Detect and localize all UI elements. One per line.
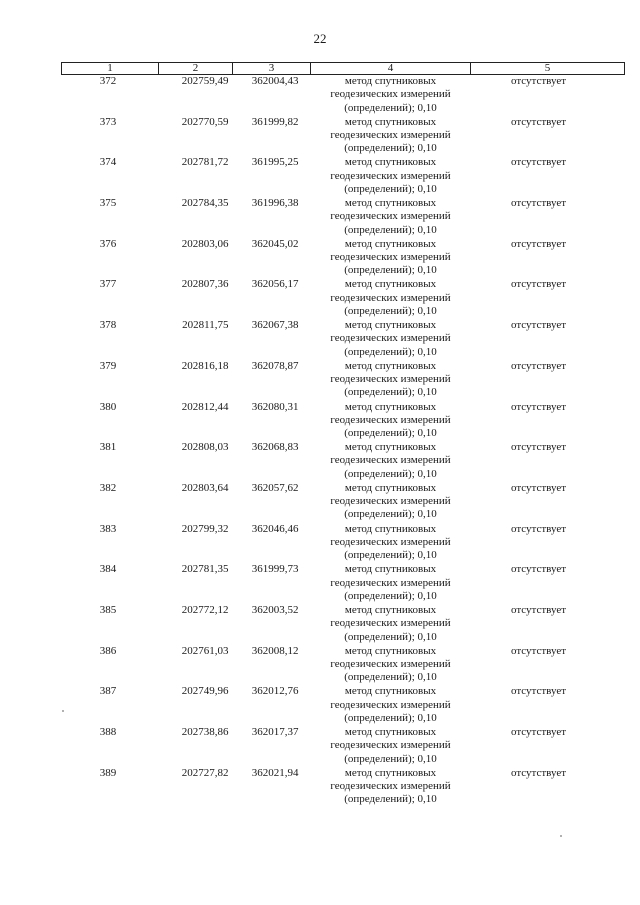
method-text-line: геодезических измерений xyxy=(330,88,451,101)
method-text-line: (определений); 0,10 xyxy=(344,386,437,399)
method-text-line: (определений); 0,10 xyxy=(344,427,437,440)
point-number: 372 xyxy=(99,75,117,87)
method-cell xyxy=(311,278,471,319)
point-number: 382 xyxy=(99,481,117,494)
point-number-cell xyxy=(62,360,159,401)
method-text-line: геодезических измерений xyxy=(330,454,451,467)
method-cell xyxy=(311,319,471,360)
coordinate-y: 362021,94 xyxy=(251,766,299,779)
coordinate-x: 202803,06 xyxy=(181,237,229,250)
method-cell xyxy=(311,604,471,645)
method-text-line: метод спутниковых xyxy=(344,481,437,494)
coordinate-y: 361996,38 xyxy=(251,197,299,210)
method-text-line: геодезических измерений xyxy=(330,291,451,304)
method-text-line: метод спутниковых xyxy=(344,278,437,291)
coordinate-x: 202816,18 xyxy=(181,359,229,372)
coordinate-y: 362046,46 xyxy=(251,522,299,535)
coordinate-y: 361999,82 xyxy=(251,115,299,128)
point-number: 378 xyxy=(99,319,117,332)
accuracy-value: отсутствует xyxy=(510,278,567,291)
table-row xyxy=(62,156,625,197)
point-number: 385 xyxy=(99,603,117,616)
accuracy-value: отсутствует xyxy=(510,197,567,210)
point-number: 380 xyxy=(99,400,117,413)
coordinate-y: 362056,17 xyxy=(251,278,299,291)
point-number: 387 xyxy=(99,685,117,698)
method-text-line: (определений); 0,10 xyxy=(344,711,437,724)
method-text-line: метод спутниковых xyxy=(344,766,437,779)
coordinate-y: 362067,38 xyxy=(251,319,299,332)
coordinate-x: 202759,49 xyxy=(181,75,229,87)
method-cell xyxy=(311,523,471,564)
coordinate-x: 202770,59 xyxy=(181,115,229,128)
table-header xyxy=(62,63,625,75)
accuracy-value: отсутствует xyxy=(510,400,567,413)
point-number-cell xyxy=(62,75,159,116)
method-text-line: (определений); 0,10 xyxy=(344,752,437,765)
coordinate-y: 362080,31 xyxy=(251,400,299,413)
point-number: 384 xyxy=(99,563,117,576)
accuracy-value: отсутствует xyxy=(510,603,567,616)
method-text-line: геодезических измерений xyxy=(330,495,451,508)
coordinate-x: 202738,86 xyxy=(181,726,229,738)
point-number-cell xyxy=(62,401,159,442)
method-text-line: (определений); 0,10 xyxy=(344,549,437,562)
table-row xyxy=(62,482,625,523)
point-number: 377 xyxy=(99,278,117,291)
method-text-line: метод спутниковых xyxy=(344,603,437,616)
method-text-line: метод спутниковых xyxy=(344,563,437,576)
table-row xyxy=(62,238,625,279)
point-number-cell xyxy=(62,767,159,808)
method-cell xyxy=(311,563,471,604)
table-row xyxy=(62,726,625,767)
coordinate-y: 362017,37 xyxy=(251,726,299,738)
coordinate-y: 362012,76 xyxy=(251,685,299,698)
table-row xyxy=(62,75,625,116)
coordinate-y: 361995,25 xyxy=(251,156,299,169)
method-text-line: метод спутниковых xyxy=(344,156,437,169)
point-number-cell xyxy=(62,238,159,279)
method-text-line: геодезических измерений xyxy=(330,576,451,589)
coordinates-table xyxy=(61,62,625,807)
column-header-1: 1 xyxy=(62,63,159,75)
table-row xyxy=(62,319,625,360)
method-text-line: (определений); 0,10 xyxy=(344,671,437,684)
method-text-line: геодезических измерений xyxy=(330,413,451,426)
point-number: 386 xyxy=(99,644,117,657)
coordinate-x: 202727,82 xyxy=(181,766,229,779)
table-row xyxy=(62,563,625,604)
scan-speck xyxy=(62,710,64,712)
method-cell xyxy=(311,360,471,401)
point-number-cell xyxy=(62,319,159,360)
coordinate-x: 202761,03 xyxy=(181,644,229,657)
method-text-line: (определений); 0,10 xyxy=(344,345,437,358)
method-cell xyxy=(311,441,471,482)
method-text-line: (определений); 0,10 xyxy=(344,101,437,114)
method-cell xyxy=(311,726,471,767)
method-text-line: (определений); 0,10 xyxy=(344,223,437,236)
column-header-5: 5 xyxy=(471,63,625,75)
accuracy-value: отсутствует xyxy=(510,563,567,576)
method-text-line: (определений); 0,10 xyxy=(344,793,437,806)
point-number: 374 xyxy=(99,156,117,169)
accuracy-value: отсутствует xyxy=(510,726,567,738)
method-text-line: геодезических измерений xyxy=(330,617,451,630)
method-text-line: геодезических измерений xyxy=(330,128,451,141)
method-text-line: (определений); 0,10 xyxy=(344,508,437,521)
column-header-4: 4 xyxy=(311,63,471,75)
table-row xyxy=(62,401,625,442)
method-cell xyxy=(311,238,471,279)
method-text-line: метод спутниковых xyxy=(344,115,437,128)
header-row xyxy=(62,63,625,75)
column-header-2: 2 xyxy=(159,63,233,75)
point-number: 388 xyxy=(99,726,117,738)
accuracy-value: отсутствует xyxy=(510,481,567,494)
accuracy-value: отсутствует xyxy=(510,441,567,454)
point-number: 383 xyxy=(99,522,117,535)
method-text-line: метод спутниковых xyxy=(344,75,437,87)
table-row xyxy=(62,645,625,686)
method-text-line: метод спутниковых xyxy=(344,319,437,332)
point-number-cell xyxy=(62,604,159,645)
point-number: 376 xyxy=(99,237,117,250)
coordinate-x: 202749,96 xyxy=(181,685,229,698)
method-text-line: геодезических измерений xyxy=(330,698,451,711)
point-number-cell xyxy=(62,441,159,482)
method-text-line: (определений); 0,10 xyxy=(344,467,437,480)
method-text-line: метод спутниковых xyxy=(344,685,437,698)
method-cell xyxy=(311,401,471,442)
coordinate-y: 362068,83 xyxy=(251,441,299,454)
point-number: 375 xyxy=(99,197,117,210)
coordinate-x: 202781,72 xyxy=(181,156,229,169)
point-number-cell xyxy=(62,278,159,319)
page-number: 22 xyxy=(313,31,327,46)
point-number: 389 xyxy=(99,766,117,779)
coordinate-x: 202784,35 xyxy=(181,197,229,210)
method-text-line: (определений); 0,10 xyxy=(344,182,437,195)
coordinate-y: 362004,43 xyxy=(251,75,299,87)
coordinate-y: 361999,73 xyxy=(251,563,299,576)
table-row xyxy=(62,116,625,157)
method-text-line: (определений); 0,10 xyxy=(344,142,437,155)
point-number-cell xyxy=(62,645,159,686)
table-row xyxy=(62,360,625,401)
point-number-cell xyxy=(62,685,159,726)
accuracy-value: отсутствует xyxy=(510,237,567,250)
method-text-line: (определений); 0,10 xyxy=(344,589,437,602)
method-text-line: геодезических измерений xyxy=(330,373,451,386)
point-number-cell xyxy=(62,726,159,767)
coordinate-y: 362057,62 xyxy=(251,481,299,494)
point-number-cell xyxy=(62,116,159,157)
table-row xyxy=(62,441,625,482)
method-text-line: метод спутниковых xyxy=(344,400,437,413)
method-cell xyxy=(311,75,471,116)
accuracy-value: отсутствует xyxy=(510,319,567,332)
coordinate-x: 202799,32 xyxy=(181,522,229,535)
column-header-3: 3 xyxy=(233,63,311,75)
table-body xyxy=(62,75,625,808)
coordinate-y: 362078,87 xyxy=(251,359,299,372)
point-number-cell xyxy=(62,523,159,564)
coordinate-x: 202811,75 xyxy=(182,319,229,332)
coordinate-x: 202808,03 xyxy=(181,441,229,454)
accuracy-value: отсутствует xyxy=(510,359,567,372)
coordinate-y: 362003,52 xyxy=(251,603,299,616)
method-cell xyxy=(311,645,471,686)
method-text-line: геодезических измерений xyxy=(330,210,451,223)
method-text-line: метод спутниковых xyxy=(344,726,437,738)
point-number: 373 xyxy=(99,115,117,128)
table-row xyxy=(62,523,625,564)
method-text-line: геодезических измерений xyxy=(330,657,451,670)
method-text-line: геодезических измерений xyxy=(330,779,451,792)
method-cell xyxy=(311,156,471,197)
coordinate-x: 202812,44 xyxy=(181,400,229,413)
method-cell xyxy=(311,767,471,808)
method-cell xyxy=(311,685,471,726)
method-text-line: геодезических измерений xyxy=(330,251,451,264)
coordinate-x: 202772,12 xyxy=(181,603,229,616)
accuracy-value: отсутствует xyxy=(510,75,567,87)
table-row xyxy=(62,767,625,808)
point-number-cell xyxy=(62,156,159,197)
method-text-line: геодезических измерений xyxy=(330,739,451,752)
accuracy-value: отсутствует xyxy=(510,156,567,169)
table-row xyxy=(62,685,625,726)
method-cell xyxy=(311,482,471,523)
accuracy-value: отсутствует xyxy=(510,115,567,128)
method-text-line: геодезических измерений xyxy=(330,169,451,182)
method-text-line: метод спутниковых xyxy=(344,197,437,210)
method-text-line: (определений); 0,10 xyxy=(344,264,437,277)
accuracy-value: отсутствует xyxy=(510,644,567,657)
method-text-line: (определений); 0,10 xyxy=(344,630,437,643)
point-number-cell xyxy=(62,563,159,604)
point-number: 379 xyxy=(99,359,117,372)
method-text-line: метод спутниковых xyxy=(344,644,437,657)
accuracy-value: отсутствует xyxy=(510,766,567,779)
coordinate-y: 362008,12 xyxy=(251,644,299,657)
table-row xyxy=(62,278,625,319)
scan-speck xyxy=(560,835,562,837)
coordinate-x: 202781,35 xyxy=(181,563,229,576)
method-text-line: геодезических измерений xyxy=(330,332,451,345)
method-text-line: метод спутниковых xyxy=(344,359,437,372)
method-cell xyxy=(311,197,471,238)
method-text-line: метод спутниковых xyxy=(344,237,437,250)
point-number: 381 xyxy=(99,441,117,454)
method-text-line: метод спутниковых xyxy=(344,522,437,535)
method-text-line: геодезических измерений xyxy=(330,535,451,548)
accuracy-value: отсутствует xyxy=(510,522,567,535)
method-text-line: метод спутниковых xyxy=(344,441,437,454)
method-text-line: (определений); 0,10 xyxy=(344,305,437,318)
coordinate-x: 202803,64 xyxy=(181,481,229,494)
method-cell xyxy=(311,116,471,157)
point-number-cell xyxy=(62,482,159,523)
table-row xyxy=(62,604,625,645)
coordinate-x: 202807,36 xyxy=(181,278,229,291)
point-number-cell xyxy=(62,197,159,238)
coordinate-y: 362045,02 xyxy=(251,237,299,250)
accuracy-value: отсутствует xyxy=(510,685,567,698)
table-row xyxy=(62,197,625,238)
